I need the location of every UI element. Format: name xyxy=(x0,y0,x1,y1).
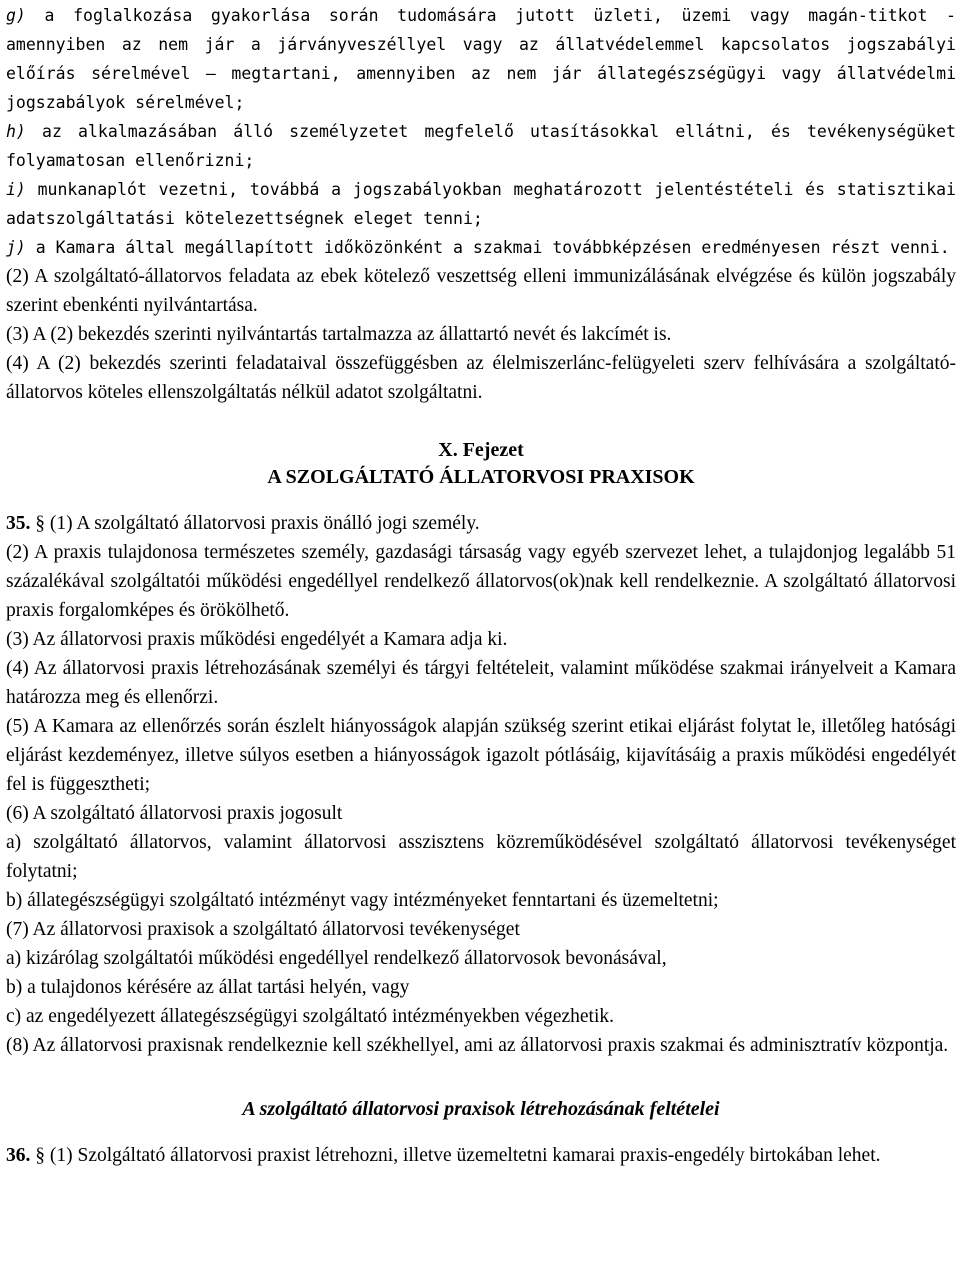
section-35-para-7: (7) Az állatorvosi praxisok a szolgáltató állatorvosi tevékenységet xyxy=(6,919,520,940)
subheading: A szolgáltató állatorvosi praxisok létrehozásának feltételei xyxy=(242,1098,720,1120)
section-35-para-7a: a) kizárólag szolgáltatói működési engedéllyel rendelkező állatorvosok bevonásával, xyxy=(6,948,667,969)
section-35-para-2: (2) A praxis tulajdonosa természetes személy, gazdasági társaság vagy egyéb szervezet lehet, a tulajdonjog legalább 51 százalékával szolgáltatói működési engedéllyel rendelkező állatorvos(ok)nak kell rendelkeznie. A szolgáltató állatorvosi praxis forgalomképes és örökölhető. xyxy=(6,542,956,621)
paragraph-j-text: a Kamara által megállapított időközönként a szakmai továbbképzésen eredményesen részt venni. xyxy=(25,238,950,257)
paragraph-i-text: munkanaplót vezetni, továbbá a jogszabályokban meghatározott jelentéstételi és statisztikai adatszolgáltatási kötelezettségnek eleget tenni; xyxy=(6,180,956,228)
section-35-para-1 xyxy=(6,509,956,538)
section-35-para-8: (8) Az állatorvosi praxisnak rendelkeznie kell székhellyel, ami az állatorvosi praxis szakmai és adminisztratív központja. xyxy=(6,1035,949,1056)
section-35-text-1: § (1) A szolgáltató állatorvosi praxis önálló jogi személy. xyxy=(30,513,480,534)
section-35-para-7b: b) a tulajdonos kérésére az állat tartási helyén, vagy xyxy=(6,977,410,998)
section-36-number: 36. xyxy=(6,1145,31,1166)
section-35-para-6a: a) szolgáltató állatorvos, valamint állatorvosi asszisztens közreműködésével szolgáltató állatorvosi tevékenységet folytatni; xyxy=(6,832,956,882)
section-36-para-1 xyxy=(6,1141,956,1170)
paragraph-h-text: az alkalmazásában álló személyzetet megfelelő utasításokkal ellátni, és tevékenységüket folyamatosan ellenőrizni; xyxy=(6,122,956,170)
paragraph-3: (3) A (2) bekezdés szerinti nyilvántartás tartalmazza az állattartó nevét és lakcímét is. xyxy=(6,324,672,345)
chapter-number: X. Fejezet xyxy=(438,439,524,461)
paragraph-4: (4) A (2) bekezdés szerinti feladataival összefüggésben az élelmiszerlánc-felügyeleti szerv felhívására a szolgáltató-állatorvos köteles ellenszolgáltatás nélkül adatot szolgáltatni. xyxy=(6,353,956,403)
paragraph-h xyxy=(6,117,956,175)
document-page xyxy=(6,0,956,1170)
item-label-g: g) xyxy=(6,6,26,25)
section-35-para-6: (6) A szolgáltató állatorvosi praxis jogosult xyxy=(6,803,343,824)
item-label-i: i) xyxy=(6,180,26,199)
section-35-para-7c: c) az engedélyezett állategészségügyi szolgáltató intézményekben végezhetik. xyxy=(6,1006,615,1027)
section-36-text-1: § (1) Szolgáltató állatorvosi praxist létrehozni, illetve üzemeltetni kamarai praxis-engedély birtokában lehet. xyxy=(30,1145,881,1166)
section-35-para-6b: b) állategészségügyi szolgáltató intézményt vagy intézményeket fenntartani és üzemeltetni; xyxy=(6,890,719,911)
section-35-number: 35. xyxy=(6,513,31,534)
section-35-para-3: (3) Az állatorvosi praxis működési engedélyét a Kamara adja ki. xyxy=(6,629,508,650)
section-35-para-4: (4) Az állatorvosi praxis létrehozásának személyi és tárgyi feltételeit, valamint működése szakmai irányelveit a Kamara határozza meg és ellenőrzi. xyxy=(6,658,956,708)
paragraph-j xyxy=(6,233,956,262)
paragraph-g-text: a foglalkozása gyakorlása során tudomására jutott üzleti, üzemi vagy magán-titkot - amennyiben az nem jár a járványveszéllyel vagy az állatvédelemmel kapcsolatos jogszabályi előírás sérelmével — megtartani, amennyiben az nem jár állategészségügyi vagy állatvédelmi jogszabályok sérelmével; xyxy=(6,6,956,112)
chapter-title: A SZOLGÁLTATÓ ÁLLATORVOSI PRAXISOK xyxy=(267,466,695,488)
paragraph-i xyxy=(6,175,956,233)
item-label-j: j) xyxy=(6,238,26,257)
section-35-para-5: (5) A Kamara az ellenőrzés során észlelt hiányosságok alapján szükség szerint etikai eljárást folytat le, illetőleg hatósági eljárást kezdeményez, illetve súlyos esetben a hiányosságok igazolt pótlásáig, kijavításáig a praxis működési engedélyét fel is függesztheti; xyxy=(6,716,956,795)
paragraph-g xyxy=(6,1,956,117)
item-label-h: h) xyxy=(6,122,26,141)
paragraph-2: (2) A szolgáltató-állatorvos feladata az ebek kötelező veszettség elleni immunizálásának elvégzése és külön jogszabály szerint ebenkénti nyilvántartása. xyxy=(6,266,956,316)
